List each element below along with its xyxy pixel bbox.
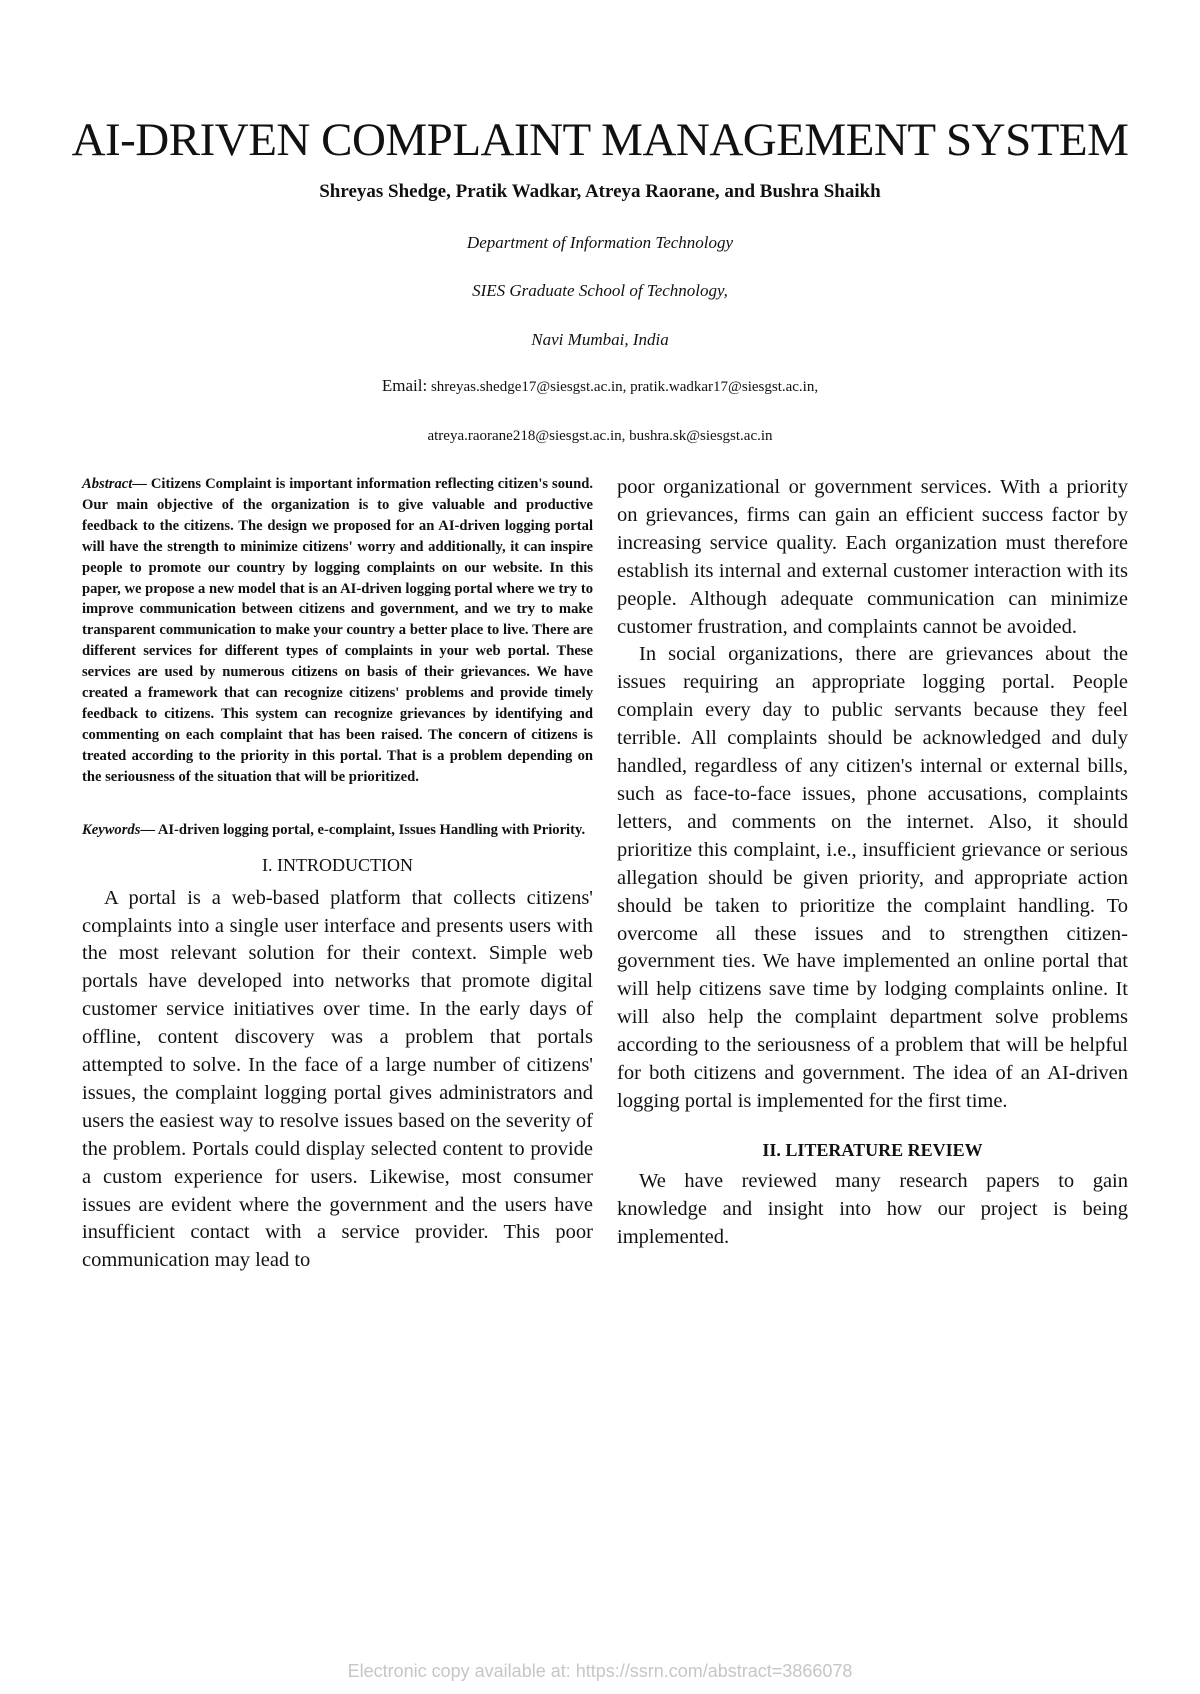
left-column [82, 474, 593, 1275]
ssrn-footer-watermark: Electronic copy available at: https://ssrn.com/abstract=3866078 [347, 1661, 853, 1681]
literature-review-paragraph: We have reviewed many research papers to gain knowledge and insight into how our project is being implemented. [617, 1169, 1128, 1248]
author-emails-line-1 [0, 376, 1200, 397]
right-column [617, 474, 1128, 1252]
section-heading-literature-review [617, 1138, 1128, 1162]
introduction-paragraph: A portal is a web-based platform that collects citizens' complaints into a single user interface and presents users with the most relevant solution for their context. Simple web portals have developed into networks that promote digital customer service initiatives over time. In the early days of offline, content discovery was a problem that portals attempted to solve. In the face of a large number of citizens' issues, the complaint logging portal gives administrators and users the easiest way to resolve issues based on the severity of the problem. Portals could display selected content to provide a custom experience for users. Likewise, most consumer issues are evident where the government and the users have insufficient contact with a service provider. This poor communication may lead to [82, 886, 593, 1272]
author-department: Department of Information Technology [466, 233, 734, 252]
abstract [82, 474, 593, 788]
paper-title: AI-DRIVEN COMPLAINT MANAGEMENT SYSTEM [71, 114, 1129, 166]
section-number: II. [762, 1139, 786, 1160]
section-title-initial-1: L [785, 1139, 798, 1160]
section-title-rest-2: EVIEW [920, 1139, 983, 1160]
section-number: I. [262, 854, 277, 875]
author-city: Navi Mumbai, India [531, 330, 669, 349]
author-school: SIES Graduate School of Technology, [472, 281, 728, 300]
keywords-dash: — [140, 821, 158, 838]
section-title-initial: I [277, 854, 283, 875]
introduction-paragraph-2: In social organizations, there are grievances about the issues requiring an appropriate logging portal. People complain every day to public servants because they feel terrible. All complaints should be acknowledged and duly handled, regardless of any citizen's internal or external bills, such as face-to-face issues, phone accusations, complaints letters, and comments on the internet. Also, it should prioritize this complaint, i.e., insufficient grievance or serious allegation should be given priority, and appropriate action should be taken to prioritize the complaint handling. To overcome all these issues and to strengthen citizen-government ties. We have implemented an online portal that will help citizens save time by lodging complaints online. It will also help the complaint department solve problems according to the seriousness of a problem that will be helpful for both citizens and government. The idea of an AI-driven logging portal is implemented for the first time. [617, 643, 1128, 1112]
section-title-rest-1: ITERATURE [797, 1139, 908, 1160]
email-addresses-1: shreyas.shedge17@siesgst.ac.in, pratik.wadkar17@siesgst.ac.in, [427, 379, 819, 395]
section-title-rest: NTRODUCTION [283, 854, 413, 875]
introduction-continuation: poor organizational or government services. With a priority on grievances, firms can gain an efficient success factor by increasing service quality. Each organization must therefore establish its internal and external customer interaction with its people. Although adequate communication can minimize customer frustration, and complaints cannot be avoided. [617, 476, 1128, 638]
abstract-text: Citizens Complaint is important information reflecting citizen's sound. Our main objective of the organization is to give valuable and productive feedback to the citizens. The design we proposed for an AI-driven logging portal will have the strength to minimize citizens' worry and additionally, it can inspire people to promote our country by logging complaints on our website. In this paper, we propose a new model that is an AI-driven logging portal where we try to improve communication between citizens and government, and we try to make transparent communication to make your country a better place to live. There are different services for different types of complaints in your web portal. These services are used by numerous citizens on basis of their grievances. We have created a framework that can recognize citizens' problems and provide timely feedback to citizens. This system can recognize grievances by identifying and commenting on each complaint that has been raised. The concern of citizens is treated according to the priority in this portal. That is a problem depending on the seriousness of the situation that will be prioritized. [82, 476, 593, 785]
abstract-dash: — [132, 476, 151, 492]
email-label: Email: [381, 376, 428, 395]
keywords-lead: Keywords [82, 821, 141, 838]
section-title-initial-2: R [907, 1139, 921, 1160]
keywords-text: AI-driven logging portal, e-complaint, Issues Handling with Priority. [157, 821, 586, 838]
author-emails-line-2: atreya.raorane218@siesgst.ac.in, bushra.sk@siesgst.ac.in [427, 428, 773, 444]
section-heading-introduction [82, 853, 593, 877]
paper-authors: Shreyas Shedge, Pratik Wadkar, Atreya Raorane, and Bushra Shaikh [319, 181, 881, 202]
keywords [82, 819, 593, 841]
abstract-lead: Abstract [82, 476, 133, 492]
